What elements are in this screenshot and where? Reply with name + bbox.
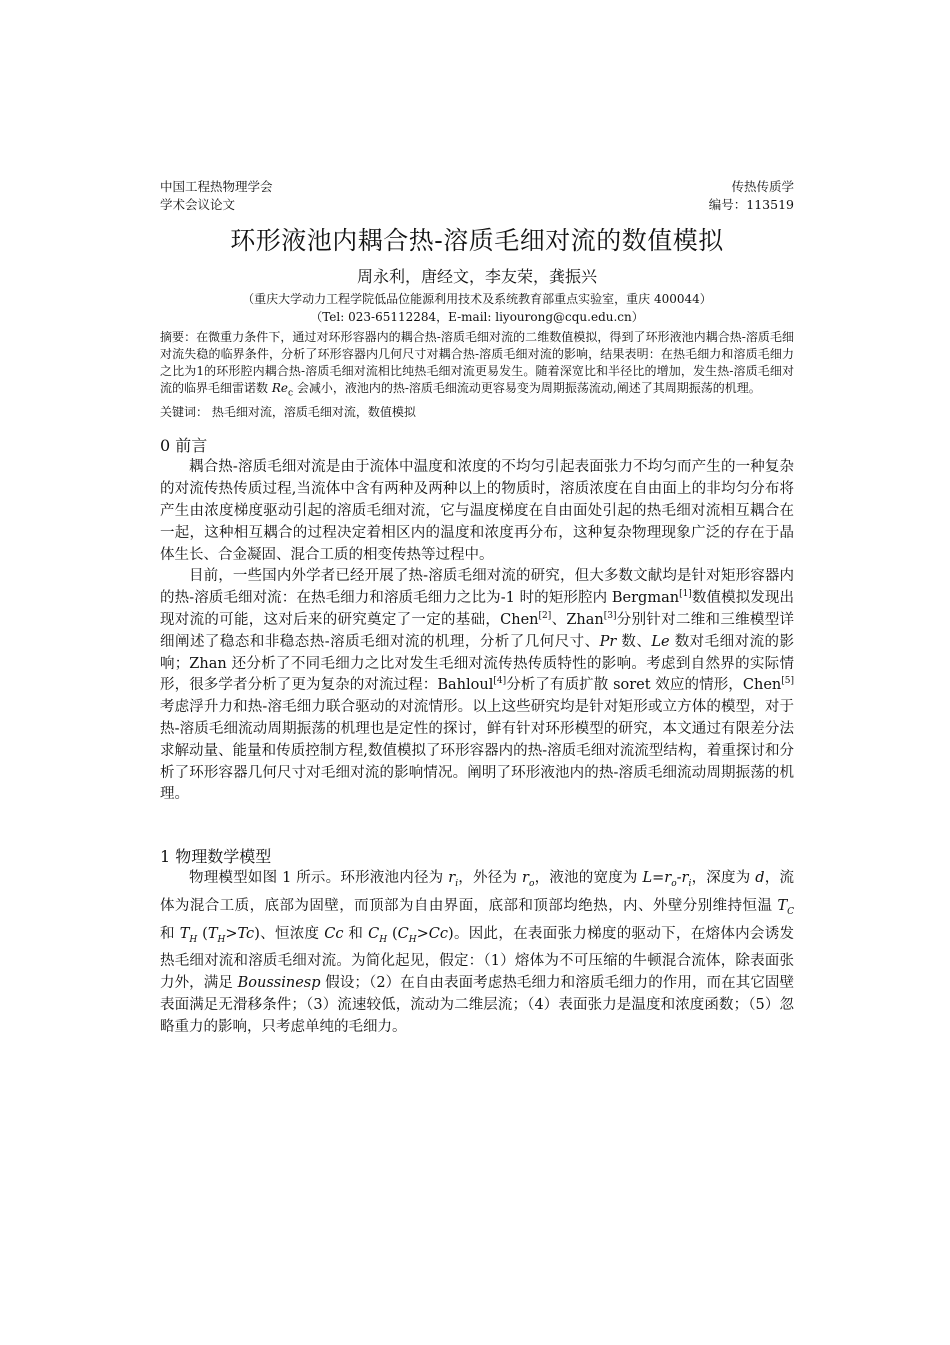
text-run: 和 — [160, 925, 180, 942]
paper-title: 环形液池内耦合热-溶质毛细对流的数值模拟 — [230, 226, 724, 255]
society-name: 中国工程热物理学会 — [160, 179, 273, 194]
reynolds-subscript: c — [287, 388, 294, 399]
contact-info: （Tel: 023-65112284，E-mail: liyourong@cqu.edu.cn） — [310, 310, 644, 324]
subscript: C — [787, 906, 794, 917]
text-run: ，深度为 — [691, 870, 756, 887]
text-run: 、Zhan — [551, 611, 604, 628]
keywords: 关键词： 热毛细对流，溶质毛细对流，数值模拟 — [160, 405, 416, 420]
text-run: ，外径为 — [458, 870, 523, 887]
boussinesq-term: Boussinesp — [237, 975, 321, 991]
symbol-minus-r: -r — [676, 870, 689, 887]
text-run: 物理模型如图 1 所示。环形液池内径为 — [189, 870, 449, 887]
section-1-title: 1 物理数学模型 — [160, 847, 272, 867]
symbol-gt-tc: >Tc — [225, 925, 255, 942]
prandtl-symbol: Pr — [599, 633, 617, 650]
author-list: 周永利，唐经文，李友荣，龚振兴 — [356, 267, 597, 286]
symbol-depth: d — [755, 870, 765, 887]
abstract-text-end: 会减小，液池内的热-溶质毛细流动更容易变为周期振荡流动,阐述了其周期振荡的机理。 — [293, 381, 761, 395]
citation-4: [4] — [493, 676, 507, 687]
section-0-paragraph-1: 耦合热-溶质毛细对流是由于流体中温度和浓度的不均匀引起表面张力不均匀而产生的一种复杂的对流传热传质过程,当流体中含有两种及两种以上的物质时，溶质浓度在自由面上的非均匀分布将产生由浓度梯度驱动引起的溶质毛细对流，它与温度梯度在自由面处引起的热毛细对流相互耦合在一起，这种相互耦合的过程决定着相区内的温度和浓度再分布，这种复杂物理现象广泛的存在于晶体生长、合金凝固、混合工质的相变传热等过程中。 — [160, 459, 794, 563]
symbol-conc-cold: Cc — [324, 925, 344, 942]
text-run: 假设；（2）在自由表面考虑热毛细力和溶质毛细力的作用，而在其它固壁表面满足无滑移条件；（3）流速较低，流动为二维层流；（4）表面张力是温度和浓度函数；（5）忽略重力的影响，只考虑单纯的毛细力。 — [160, 975, 794, 1035]
reynolds-symbol: Re — [271, 381, 288, 395]
citation-3: [3] — [603, 611, 617, 622]
text-run: )、恒浓度 — [254, 925, 325, 942]
symbol-conc-hot: C — [397, 925, 409, 942]
abstract-text: 摘要：在微重力条件下，通过对环形容器内的耦合热-溶质毛细对流的二维数值模拟，得到了环形液池内耦合热-溶质毛细对流失稳的临界条件，分析了环形容器内几何尺寸对耦合热-溶质毛细对流的影响，结果表明：在热毛细力和溶质毛细力之比为1的环形腔内耦合热-溶质毛细对流相比纯热毛细对流更易发生。随着深宽比和半径比的增加，发生热-溶质毛细对流的临界毛细雷诺数 — [160, 330, 794, 395]
subscript: H — [408, 934, 417, 945]
text-run: ( — [387, 925, 398, 942]
symbol-temp-hot: T — [179, 925, 190, 942]
text-run: ，液池的宽度为 — [534, 870, 643, 887]
citation-1: [1] — [679, 589, 692, 600]
text-run: 分别针对二维和三维模型详细阐述了稳态和非稳态热-溶质毛细对流的机理，分析了几何尺寸、 — [160, 611, 794, 650]
header-right — [709, 178, 794, 214]
subscript: o — [528, 879, 535, 890]
session-name: 传热传质学 — [731, 179, 794, 194]
subscript: o — [671, 879, 677, 890]
subscript: H — [217, 934, 226, 945]
text-run: 数值模拟发现出现对流的可能，这对后来的研究奠定了一定的基础，Chen — [160, 590, 794, 628]
subscript: i — [688, 879, 692, 890]
symbol-width-eq: L=r — [642, 870, 672, 887]
subscript: i — [455, 879, 459, 890]
text-run: 数对毛细对流的影响；Zhan 还分析了不同毛细力之比对发生毛细对流传热传质特性的影响。考虑到自然界的实际情形，很多学者分析了更为复杂的对流过程：Bahloul — [160, 633, 795, 694]
text-run: 和 — [343, 925, 369, 942]
paper-number: 编号：113519 — [708, 197, 794, 212]
section-1-paragraph-1 — [160, 868, 794, 1038]
section-0-paragraph-2 — [160, 566, 794, 806]
subscript: H — [379, 934, 388, 945]
symbol-gt-cc: >Cc — [416, 925, 448, 942]
citation-2: [2] — [538, 611, 552, 622]
symbol-r-outer: r — [522, 870, 529, 887]
symbol-temp-hot: T — [207, 925, 218, 942]
section-0-title: 0 前言 — [160, 436, 208, 456]
text-run: ( — [197, 925, 208, 942]
text-run: ，流体为混合工质，底部为固壁，而顶部为自由界面，底部和顶部均绝热，内、外壁分别维持恒温 — [160, 870, 795, 914]
subscript: H — [189, 934, 198, 945]
text-run: 分析了有质扩散 soret 效应的情形，Chen — [506, 677, 782, 694]
section-spacer — [160, 806, 794, 846]
text-run: )。因此，在表面张力梯度的驱动下，在熔体内会诱发热毛细对流和溶质毛细对流。为简化起见，假定：（1）熔体为不可压缩的牛顿混合流体，除表面张力外，满足 — [160, 925, 795, 991]
header-left — [160, 178, 273, 214]
text-run: 目前，一些国内外学者已经开展了热-溶质毛细对流的研究，但大多数文献均是针对矩形容器内的热-溶质毛细对流：在热毛细力和溶质毛细力之比为-1 时的矩形腔内 Bergman — [160, 568, 794, 607]
text-run: 考虑浮升力和热-溶毛细力联合驱动的对流情形。以上这些研究均是针对矩形或立方体的模型，对于热-溶质毛细流动周期振荡的机理也是定性的探讨，鲜有针对环形模型的研究，本文通过有限差分法求解动量、能量和传质控制方程,数值模拟了环形容器内的热-溶质毛细对流流型结构，着重探讨和分析了环形容器几何尺寸对毛细对流的影响情况。阐明了环形液池内的热-溶质毛细流动周期振荡的机理。 — [160, 699, 794, 803]
symbol-conc-hot: C — [368, 925, 380, 942]
citation-5: [5] — [781, 676, 794, 687]
symbol-r-inner: r — [448, 870, 456, 887]
conference-header — [160, 178, 794, 214]
affiliation: （重庆大学动力工程学院低品位能源利用技术及系统教育部重点实验室，重庆 400044） — [242, 292, 712, 306]
lewis-symbol: Le — [651, 633, 670, 650]
abstract — [160, 329, 794, 402]
symbol-temp-cold: T — [777, 897, 788, 914]
text-run: 数、 — [616, 633, 652, 650]
paper-type: 学术会议论文 — [160, 197, 236, 212]
paper-page — [160, 178, 794, 1038]
